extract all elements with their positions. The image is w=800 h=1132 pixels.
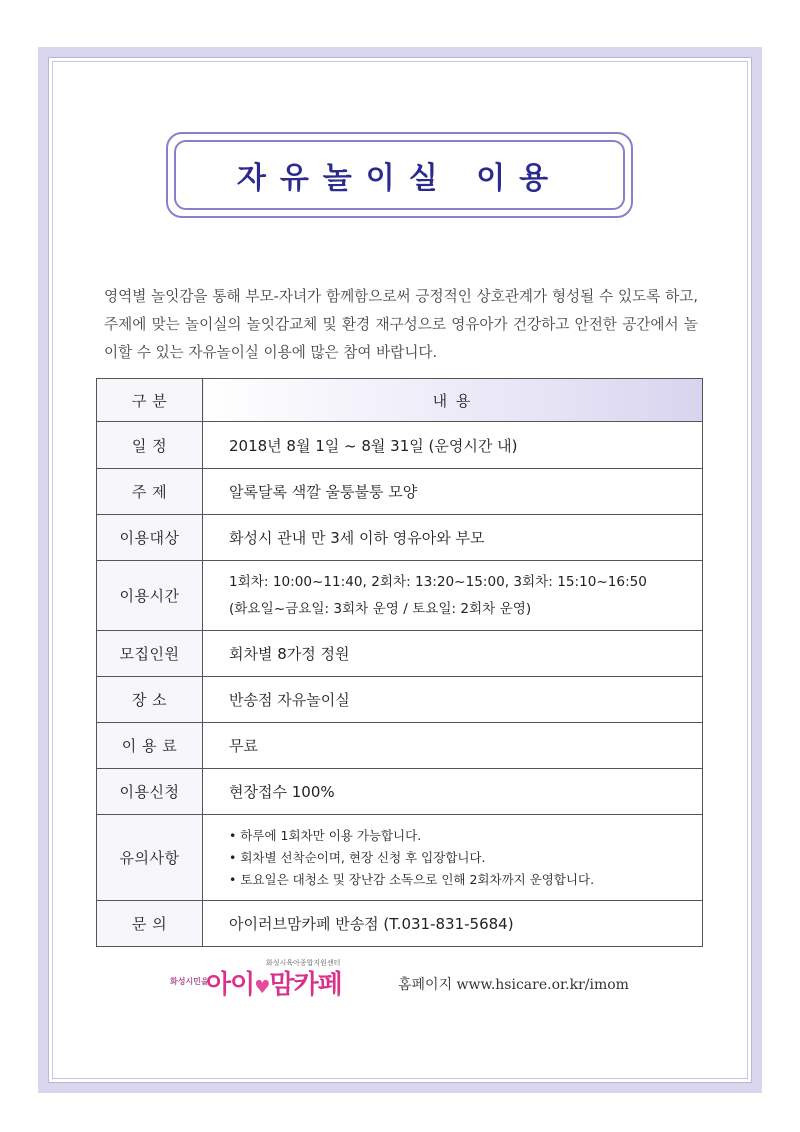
time-line-2: (화요일~금요일: 3회차 운영 / 토요일: 2회차 운영) (229, 600, 532, 617)
table-row (97, 901, 703, 947)
table-row (97, 422, 703, 469)
table-row (97, 677, 703, 723)
logo-small-text: 화성시민을 (170, 977, 209, 986)
row-value: 무료 (203, 723, 703, 769)
row-label: 일 정 (97, 422, 203, 469)
table-row (97, 561, 703, 631)
heart-icon: ♥ (254, 977, 270, 998)
row-value: 알록달록 색깔 울퉁불퉁 모양 (203, 469, 703, 515)
table-row (97, 769, 703, 815)
homepage-link[interactable]: 홈페이지 www.hsicare.or.kr/imom (398, 977, 629, 993)
logo-main-1: 아이 (206, 970, 255, 1000)
row-label: 이 용 료 (97, 723, 203, 769)
note-item: • 회차별 선착순이며, 현장 신청 후 입장합니다. (229, 847, 702, 869)
table-row (97, 815, 703, 901)
header-content-text: 내 용 (432, 391, 473, 410)
table-row (97, 631, 703, 677)
time-line-1: 1회차: 10:00~11:40, 2회차: 13:20~15:00, 3회차: 15:10~16:50 (229, 573, 647, 590)
note-item: • 토요일은 대청소 및 장난감 소독으로 인해 2회차까지 운영합니다. (229, 869, 702, 891)
row-value: 반송점 자유놀이실 (203, 677, 703, 723)
imom-cafe-logo (170, 958, 355, 1004)
logo-top-text: 화성시육아종합지원센터 (266, 959, 341, 967)
row-value: 회차별 8가정 정원 (203, 631, 703, 677)
row-value (203, 561, 703, 631)
row-label: 주 제 (97, 469, 203, 515)
title-box (174, 140, 625, 210)
row-label: 이용시간 (97, 561, 203, 631)
table-row (97, 469, 703, 515)
row-value: 현장접수 100% (203, 769, 703, 815)
header-content (203, 379, 703, 422)
header-label: 구 분 (97, 379, 203, 422)
note-item: • 하루에 1회차만 이용 가능합니다. (229, 825, 702, 847)
logo-main-text (206, 964, 342, 1001)
table-row (97, 515, 703, 561)
row-value: 2018년 8월 1일 ~ 8월 31일 (운영시간 내) (203, 422, 703, 469)
info-table (96, 378, 703, 947)
row-label: 문 의 (97, 901, 203, 947)
row-label: 모집인원 (97, 631, 203, 677)
row-label: 이용신청 (97, 769, 203, 815)
row-value (203, 815, 703, 901)
page-title: 자유놀이실 이용 (236, 161, 563, 196)
table-header-row (97, 379, 703, 422)
row-label: 유의사항 (97, 815, 203, 901)
footer (170, 958, 650, 1008)
row-value: 아이러브맘카페 반송점 (T.031-831-5684) (203, 901, 703, 947)
row-label: 이용대상 (97, 515, 203, 561)
table-row (97, 723, 703, 769)
logo-main-2: 맘카페 (269, 970, 342, 1000)
row-label: 장 소 (97, 677, 203, 723)
intro-paragraph: 영역별 놀잇감을 통해 부모-자녀가 함께함으로써 긍정적인 상호관계가 형성될 수 있도록 하고, 주제에 맞는 놀이실의 놀잇감교체 및 환경 재구성으로 영유아가 건강하고 안전한 공간에서 놀이할 수 있는 자유놀이실 이용에 많은 참여 바랍니다. (104, 287, 698, 361)
row-value: 화성시 관내 만 3세 이하 영유아와 부모 (203, 515, 703, 561)
